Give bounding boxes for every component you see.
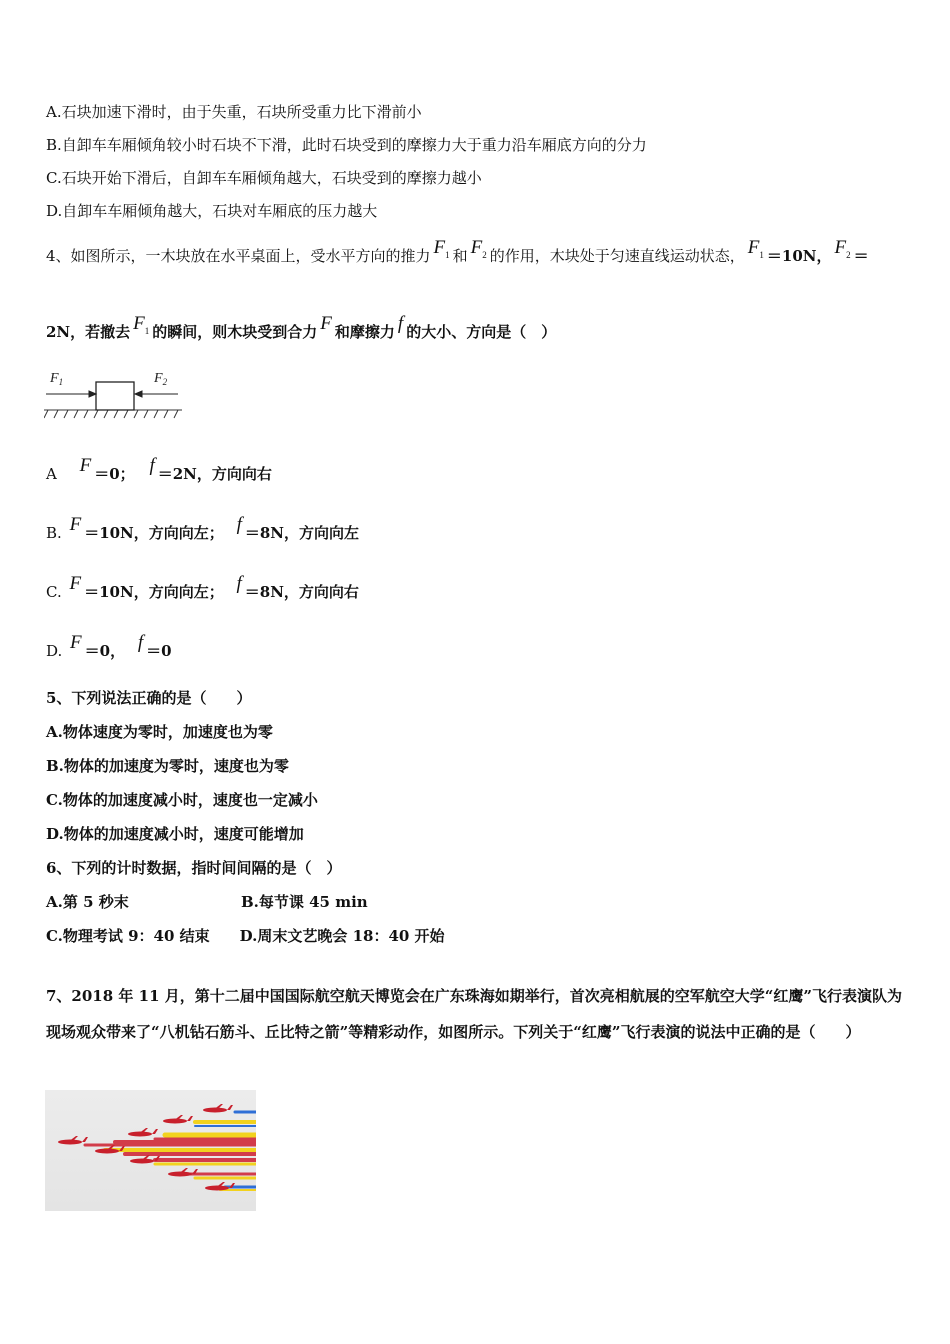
q6-option-b: B.每节课 45 min	[241, 893, 368, 911]
q6-option-a: A.第 5 秒末	[46, 893, 129, 911]
f1-symbol: $F_1$	[747, 237, 764, 260]
q4-stem-line1	[46, 237, 869, 273]
q3-option-d: D.自卸车车厢倾角越大，石块对车厢底的压力越大	[46, 202, 378, 220]
q5-option-b: B.物体的加速度为零时，速度也为零	[46, 757, 289, 775]
q4-text: 4、如图所示，一木块放在水平桌面上，受水平方向的推力	[46, 247, 431, 265]
f2-symbol: $F_2$	[470, 237, 487, 260]
q4-text: 和	[452, 247, 468, 265]
q5-option-a: A.物体速度为零时，加速度也为零	[46, 723, 273, 741]
jet-icon	[163, 1115, 193, 1124]
jet-icon	[203, 1104, 233, 1113]
q4-text: 的大小、方向是（ ）	[406, 323, 557, 341]
red-eagle-formation-photo	[45, 1090, 256, 1211]
resultant-force-symbol: F	[79, 455, 92, 476]
option-text: ＝0	[146, 642, 172, 660]
q6-options-row2	[46, 926, 445, 946]
option-text: ＝0；	[94, 465, 135, 483]
friction-symbol: f	[137, 632, 144, 653]
resultant-force-symbol: F	[69, 514, 82, 535]
jet-icon	[130, 1155, 160, 1164]
q6-option-d: D.周末文艺晚会 18：40 开始	[239, 927, 445, 945]
jet-icon	[58, 1136, 88, 1145]
q4-option-d	[46, 632, 172, 661]
option-text: ＝8N，方向向右	[244, 583, 359, 601]
option-prefix: D.	[46, 642, 63, 660]
option-prefix: A	[46, 465, 57, 483]
q6-option-c: C.物理考试 9：40 结束	[46, 927, 210, 945]
q4-option-b	[46, 514, 359, 543]
resultant-force-symbol: F	[320, 313, 332, 334]
friction-symbol: f	[236, 514, 242, 535]
q3-option-b: B.自卸车车厢倾角较小时石块不下滑，此时石块受到的摩擦力大于重力沿车厢底方向的分力	[46, 136, 647, 154]
f1-symbol: $F_1$	[433, 237, 450, 260]
option-prefix: B.	[46, 524, 62, 542]
q5-option-c: C.物体的加速度减小时，速度也一定减小	[46, 791, 318, 809]
q6-stem: 6、下列的计时数据，指时间间隔的是（ ）	[46, 859, 342, 877]
option-text: ＝10N，方向向左；	[84, 583, 224, 601]
q4-text: 的作用，木块处于匀速直线运动状态，	[489, 247, 745, 265]
f2-arrow	[135, 391, 178, 397]
q6-options-row1	[46, 892, 368, 912]
f1-label: $F_1$	[50, 371, 64, 387]
q4-text: ＝	[853, 247, 869, 265]
q5-stem: 5、下列说法正确的是（ ）	[46, 689, 252, 707]
q3-option-c: C.石块开始下滑后，自卸车车厢倾角越大，石块受到的摩擦力越小	[46, 169, 482, 187]
jet-icon	[128, 1128, 158, 1137]
q4-stem-line2	[46, 313, 557, 349]
q4-text: 和摩擦力	[334, 323, 395, 341]
friction-symbol: f	[236, 573, 242, 594]
block-force-diagram	[44, 368, 184, 428]
q4-option-a	[46, 455, 272, 484]
option-prefix: C.	[46, 583, 62, 601]
wooden-block	[96, 382, 134, 410]
q5-option-d: D.物体的加速度减小时，速度可能增加	[46, 825, 304, 843]
option-text: ＝2N，方向向右	[157, 465, 272, 483]
f1-symbol: $F_1$	[133, 313, 150, 336]
option-text: ＝0，	[84, 642, 126, 660]
resultant-force-symbol: F	[69, 573, 82, 594]
f2-symbol: $F_2$	[834, 237, 851, 260]
option-text: ＝10N，方向向左；	[84, 524, 224, 542]
q4-option-c	[46, 573, 359, 602]
q3-option-a: A.石块加速下滑时，由于失重，石块所受重力比下滑前小	[46, 103, 422, 121]
friction-symbol: f	[149, 455, 155, 476]
f2-label: $F_2$	[154, 371, 168, 387]
f1-arrow	[46, 391, 96, 397]
friction-symbol: f	[397, 313, 404, 334]
q4-text: 的瞬间，则木块受到合力	[152, 323, 318, 341]
q7-stem: 7、2018 年 11 月，第十二届中国国际航空航天博览会在广东珠海如期举行，首次亮相航展的空军航空大学“红鹰”飞行表演队为现场观众带来了“八机钻石筋斗、丘比特之箭”等精彩动作，如图所示。下列关于“红鹰”飞行表演的说法中正确的是（ ）	[46, 987, 902, 1041]
q4-text: ＝10N，	[766, 247, 832, 265]
ground-hatching	[44, 410, 182, 418]
resultant-force-symbol: F	[70, 632, 82, 653]
q4-text: 2N，若撤去	[46, 323, 131, 341]
option-text: ＝8N，方向向左	[244, 524, 359, 542]
